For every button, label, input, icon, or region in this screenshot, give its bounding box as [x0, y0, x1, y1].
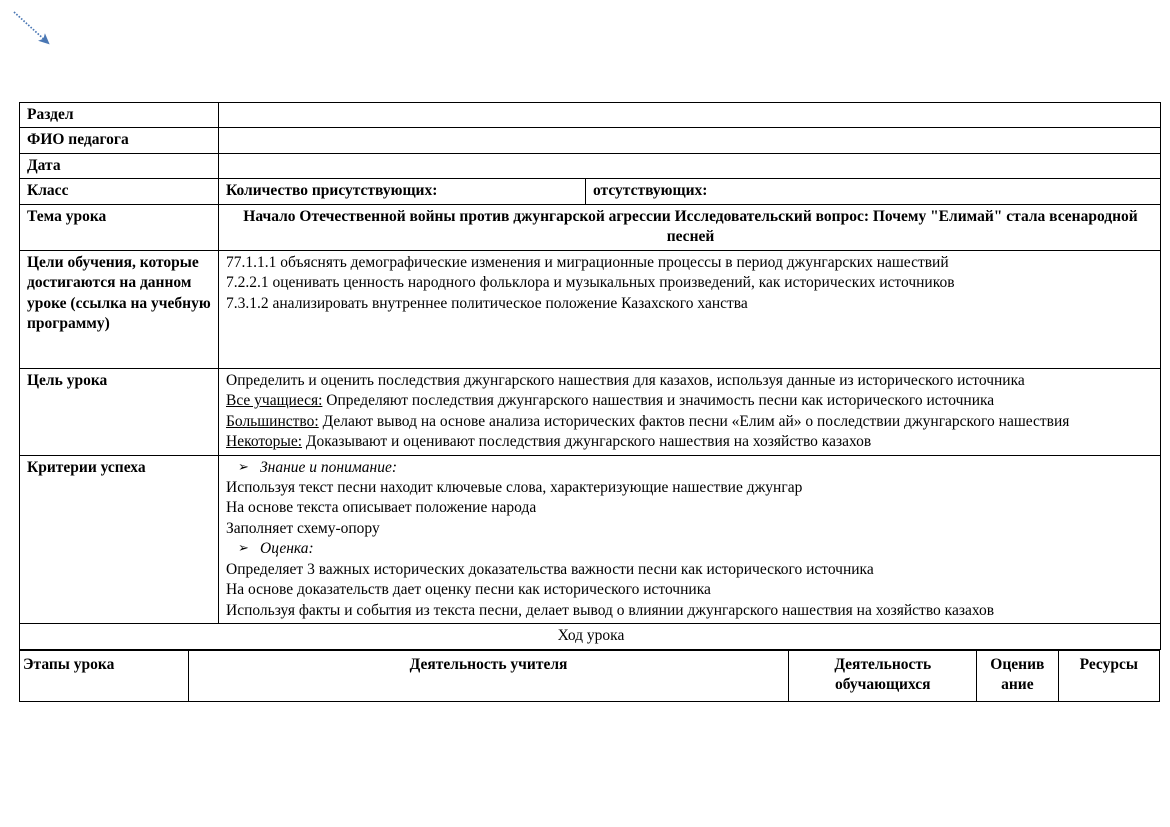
criteria-item: Определяет 3 важных исторических доказательства важности песни как исторического источника — [226, 560, 874, 578]
column-header-teacher-activity: Деятельность учителя — [188, 651, 789, 702]
goal-level-all — [226, 391, 1155, 411]
goal-content — [219, 368, 1161, 455]
objectives-list — [219, 250, 1161, 368]
criteria-item: Заполняет схему-опору — [226, 519, 380, 537]
criteria-item: Используя факты и события из текста песни, делает вывод о влиянии джунгарского нашествия на хозяйство казахов — [226, 601, 995, 619]
table-row-topic — [20, 204, 1161, 250]
goal-level-text: Делают вывод на основе анализа исторических фактов песни «Елим ай» о последствии джунгарского нашествия — [318, 412, 1070, 430]
section-label: Раздел — [20, 103, 219, 128]
criteria-item: На основе текста описывает положение народа — [226, 499, 537, 517]
goal-level-name: Некоторые: — [226, 433, 303, 451]
arrow-bullet-icon: ➢ — [238, 459, 249, 475]
objective-item: 7.2.2.1 оценивать ценность народного фольклора и музыкальных произведений, как исторических источников — [226, 274, 955, 292]
date-value[interactable] — [219, 153, 1161, 178]
criteria-content — [219, 455, 1161, 624]
present-count-label: Количество присутствующих: — [219, 179, 586, 204]
objective-item: 7.3.1.2 анализировать внутреннее политическое положение Казахского ханства — [226, 294, 748, 312]
table-row-activity-header — [20, 651, 1160, 702]
activity-header-table — [19, 650, 1160, 702]
criteria-heading-text: Знание и понимание: — [260, 458, 397, 476]
topic-label: Тема урока — [20, 204, 219, 250]
goal-level-most — [226, 412, 1155, 432]
topic-value: Начало Отечественной войны против джунгарской агрессии Исследовательский вопрос: Почему "Елимай" стала всенародной песней — [219, 204, 1161, 250]
teacher-label: ФИО педагога — [20, 128, 219, 153]
criteria-heading-text: Оценка: — [260, 540, 314, 558]
table-row-teacher — [20, 128, 1161, 153]
section-value[interactable] — [219, 103, 1161, 128]
column-header-resources: Ресурсы — [1058, 651, 1159, 702]
objectives-label: Цели обучения, которые достигаются на данном уроке (ссылка на учебную программу) — [20, 250, 219, 368]
goal-intro: Определить и оценить последствия джунгарского нашествия для казахов, используя данные из исторического источника — [226, 371, 1025, 389]
goal-level-name: Большинство: — [226, 412, 319, 430]
criteria-label: Критерии успеха — [20, 455, 219, 624]
class-label: Класс — [20, 179, 219, 204]
table-row-class — [20, 179, 1161, 204]
criteria-item: На основе доказательств дает оценку песни как исторического источника — [226, 581, 711, 599]
column-header-student-activity: Деятельность обучающихся — [789, 651, 977, 702]
goal-label: Цель урока — [20, 368, 219, 455]
teacher-value[interactable] — [219, 128, 1161, 153]
course-of-lesson-label: Ход урока — [20, 624, 1161, 649]
absent-count-label: отсутствующих: — [586, 179, 1161, 204]
table-row-date — [20, 153, 1161, 178]
goal-level-name: Все учащиеся: — [226, 392, 323, 410]
arrow-bullet-icon: ➢ — [238, 541, 249, 557]
goal-level-some — [226, 432, 1155, 452]
lesson-plan-table — [19, 102, 1161, 650]
table-row-course-of-lesson — [20, 624, 1161, 649]
criteria-group-heading-assessment — [226, 539, 1155, 559]
column-header-stages: Этапы урока — [20, 651, 189, 702]
goal-level-text: Доказывают и оценивают последствия джунгарского нашествия на хозяйство казахов — [302, 433, 872, 451]
criteria-group-heading-knowledge — [226, 458, 1155, 478]
table-row-goal — [20, 368, 1161, 455]
column-header-assessment: Оценив ание — [977, 651, 1058, 702]
criteria-item: Используя текст песни находит ключевые слова, характеризующие нашествие джунгар — [226, 478, 803, 496]
table-row-criteria — [20, 455, 1161, 624]
goal-level-text: Определяют последствия джунгарского нашествия и значимость песни как исторического источника — [322, 392, 995, 410]
objective-item: 77.1.1.1 объяснять демографические изменения и миграционные процессы в период джунгарских нашествий — [226, 253, 949, 271]
table-row-section — [20, 103, 1161, 128]
annotation-arrow-icon — [0, 0, 110, 80]
date-label: Дата — [20, 153, 219, 178]
table-row-objectives — [20, 250, 1161, 368]
